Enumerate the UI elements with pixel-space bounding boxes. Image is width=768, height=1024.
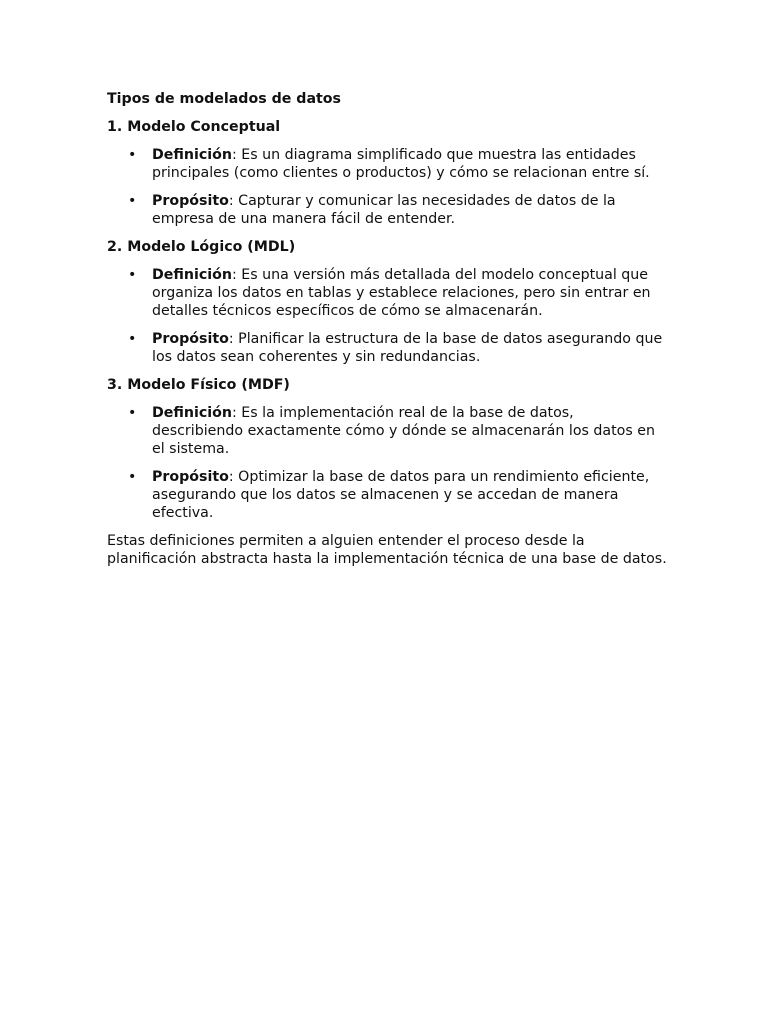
- item-description: : Planificar la estructura de la base de datos asegurando que los datos sean coherentes y sin redundancias.: [152, 331, 663, 365]
- term-label: Propósito: [152, 193, 229, 209]
- bullet-list-conceptual: [107, 146, 667, 228]
- item-description: : Es un diagrama simplificado que muestra las entidades principales (como clientes o productos) y cómo se relacionan entre sí.: [152, 147, 650, 181]
- bullet-icon: •: [128, 331, 137, 347]
- term-label: Propósito: [152, 469, 229, 485]
- bullet-icon: •: [128, 405, 137, 421]
- list-item: [128, 146, 667, 182]
- term-label: Definición: [152, 405, 232, 421]
- section-heading-conceptual: 1. Modelo Conceptual: [107, 119, 281, 135]
- item-description: : Es una versión más detallada del modelo conceptual que organiza los datos en tablas y establece relaciones, pero sin entrar en detalles técnicos específicos de cómo se almacenarán.: [152, 267, 651, 319]
- item-description: : Optimizar la base de datos para un rendimiento eficiente, asegurando que los datos se almacenen y se accedan de manera efectiva.: [152, 469, 650, 521]
- term-label: Definición: [152, 147, 232, 163]
- bullet-icon: •: [128, 469, 137, 485]
- bullet-icon: •: [128, 147, 137, 163]
- bullet-icon: •: [128, 267, 137, 283]
- list-item: [128, 266, 667, 320]
- item-description: : Capturar y comunicar las necesidades de datos de la empresa de una manera fácil de entender.: [152, 193, 616, 227]
- list-item: [128, 468, 667, 522]
- section-heading-logico: 2. Modelo Lógico (MDL): [107, 239, 296, 255]
- term-label: Propósito: [152, 331, 229, 347]
- item-description: : Es la implementación real de la base de datos, describiendo exactamente cómo y dónde se almacenarán los datos en el sistema.: [152, 405, 655, 457]
- section-heading-fisico: 3. Modelo Físico (MDF): [107, 377, 290, 393]
- bullet-icon: •: [128, 193, 137, 209]
- bullet-list-logico: [107, 266, 667, 366]
- term-label: Definición: [152, 267, 232, 283]
- list-item: [128, 192, 667, 228]
- list-item: [128, 404, 667, 458]
- bullet-list-fisico: [107, 404, 667, 522]
- document-title: Tipos de modelados de datos: [107, 91, 341, 107]
- list-item: [128, 330, 667, 366]
- closing-paragraph: Estas definiciones permiten a alguien entender el proceso desde la planificación abstracta hasta la implementación técnica de una base de datos.: [107, 533, 667, 567]
- document-page: [107, 90, 667, 568]
